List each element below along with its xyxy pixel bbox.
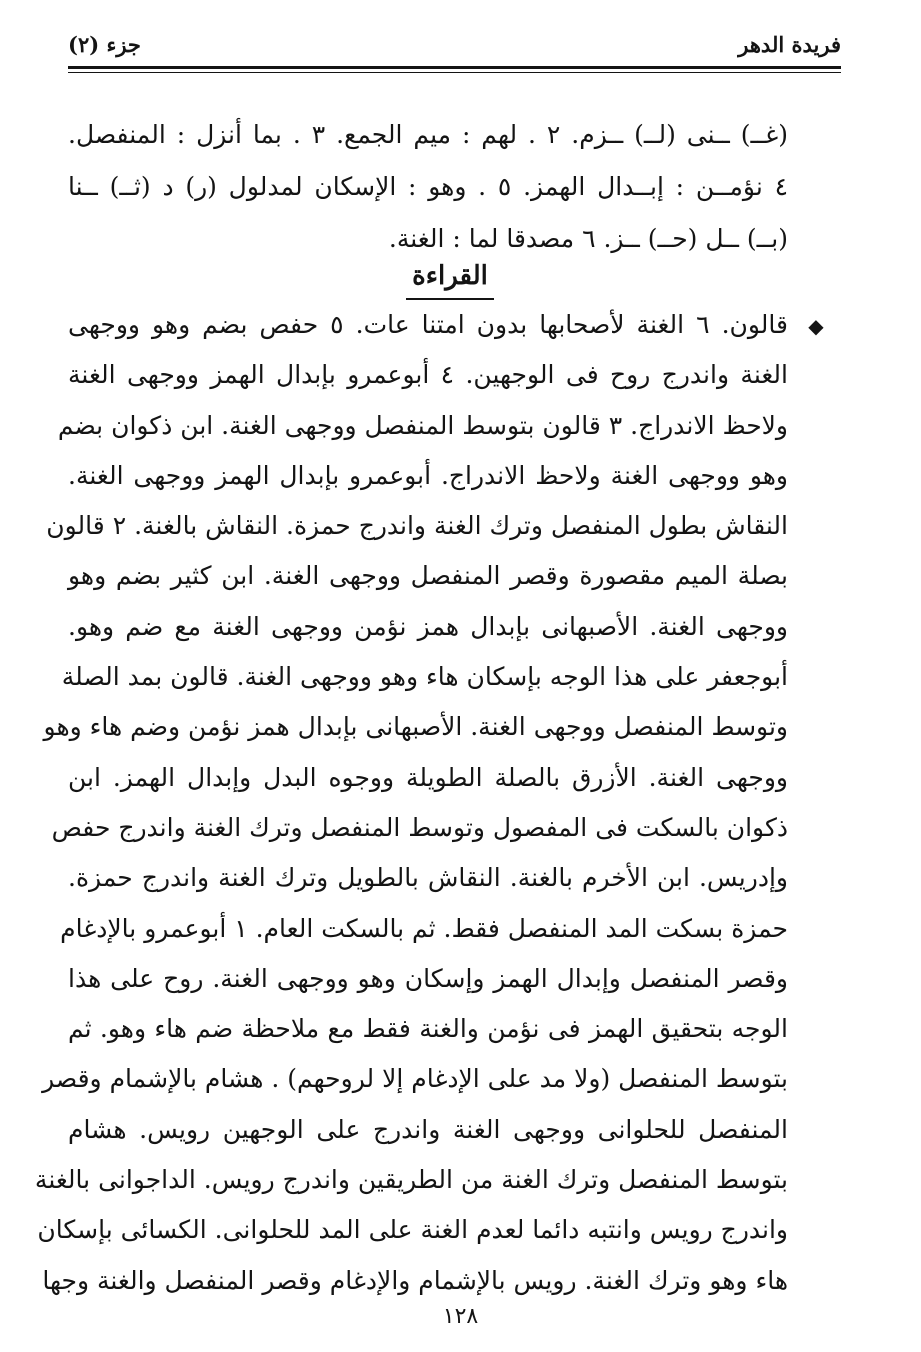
footnote-line-3: (بــ) ــل (حــ) ــز. ٦ مصدقا لما : الغنة. bbox=[388, 224, 788, 253]
body-line: بصلة الميم مقصورة وقصر المنفصل ووجهى الغنة. ابن كثير بضم وهو bbox=[68, 561, 788, 591]
section-heading-text: القراءة bbox=[406, 256, 494, 300]
header-rule-thin bbox=[68, 72, 841, 73]
body-line: المنفصل للحلوانى ووجهى الغنة واندرج على الوجهين رويس. هشام bbox=[68, 1114, 788, 1144]
body-line: قالون. ٦ الغنة لأصحابها بدون امتنا عات. ٥ حفص بضم وهو ووجهى bbox=[68, 310, 788, 339]
body-line: الغنة واندرج روح فى الوجهين. ٤ أبوعمرو بإبدال الهمز ووجهى الغنة bbox=[68, 360, 788, 390]
running-header bbox=[68, 30, 841, 66]
footnote-line-1: (غــ) ــنى (لــ) ــزم. ٢ . لهم : ميم الجمع. ٣ . بما أنزل : المنفصل. bbox=[68, 120, 789, 149]
body-line: حمزة بسكت المد المنفصل فقط. ثم بالسكت العام. ١ أبوعمرو بالإدغام bbox=[60, 913, 788, 943]
body-line: ووجهى الغنة. الأزرق بالصلة الطويلة ووجوه البدل وإبدال الهمز. ابن bbox=[68, 762, 788, 792]
body-text bbox=[34, 302, 788, 1308]
body-line: هاء وهو وترك الغنة. رويس بالإشمام والإدغام وقصر المنفصل والغنة وجها bbox=[42, 1265, 788, 1295]
body-line: وتوسط المنفصل ووجهى الغنة. الأصبهانى بإبدال همز نؤمن وضم هاء وهو bbox=[43, 712, 788, 742]
body-line: النقاش بطول المنفصل وترك الغنة واندرج حمزة. النقاش بالغنة. ٢ قالون bbox=[46, 511, 788, 541]
section-heading bbox=[300, 256, 600, 300]
footnote-block bbox=[68, 112, 788, 268]
body-line: أبوجعفر على هذا الوجه بإسكان هاء وهو ووجهى الغنة. قالون بمد الصلة bbox=[61, 662, 788, 692]
header-rule bbox=[68, 66, 841, 69]
body-line: بتوسط المنفصل وترك الغنة من الطريقين واندرج رويس. الداجوانى بالغنة bbox=[34, 1165, 788, 1195]
book-title: فريدة الدهر bbox=[738, 32, 841, 57]
body-line: واندرج رويس وانتبه دائما لعدم الغنة على المد للحلوانى. الكسائى بإسكان bbox=[37, 1215, 788, 1245]
body-line: وإدريس. ابن الأخرم بالغنة. النقاش بالطويل وترك الغنة واندرج حمزة. bbox=[68, 863, 788, 893]
body-line: ولاحظ الاندراج. ٣ قالون بتوسط المنفصل ووجهى الغنة. ابن ذكوان بضم bbox=[57, 410, 788, 440]
body-line: ذكوان بالسكت فى المفصول وتوسط المنفصل وترك الغنة واندرج حفص bbox=[51, 812, 788, 842]
part-label: جزء (٢) bbox=[68, 32, 141, 57]
body-line: ووجهى الغنة. الأصبهانى بإبدال همز نؤمن ووجهى الغنة مع ضم وهو. bbox=[68, 611, 788, 641]
body-line: وقصر المنفصل وإبدال الهمز وإسكان وهو ووجهى الغنة. روح على هذا bbox=[68, 963, 788, 993]
body-line: الوجه بتحقيق الهمز فى نؤمن والغنة فقط مع ملاحظة ضم هاء وهو. ثم bbox=[68, 1014, 788, 1044]
bullet-diamond-icon: ◆ bbox=[808, 314, 824, 338]
page-number: ١٢٨ bbox=[442, 1304, 479, 1329]
body-line: بتوسط المنفصل (ولا مد على الإدغام إلا لروحهم) . هشام بالإشمام وقصر bbox=[42, 1064, 788, 1094]
body-line: وهو ووجهى الغنة ولاحظ الاندراج. أبوعمرو بإبدال الهمز ووجهى الغنة. bbox=[68, 460, 788, 490]
footnote-line-2: ٤ نؤمــن : إبــدال الهمز. ٥ . وهو : الإسكان لمدلول (ر) د (ثــ) ــنا bbox=[68, 172, 788, 201]
